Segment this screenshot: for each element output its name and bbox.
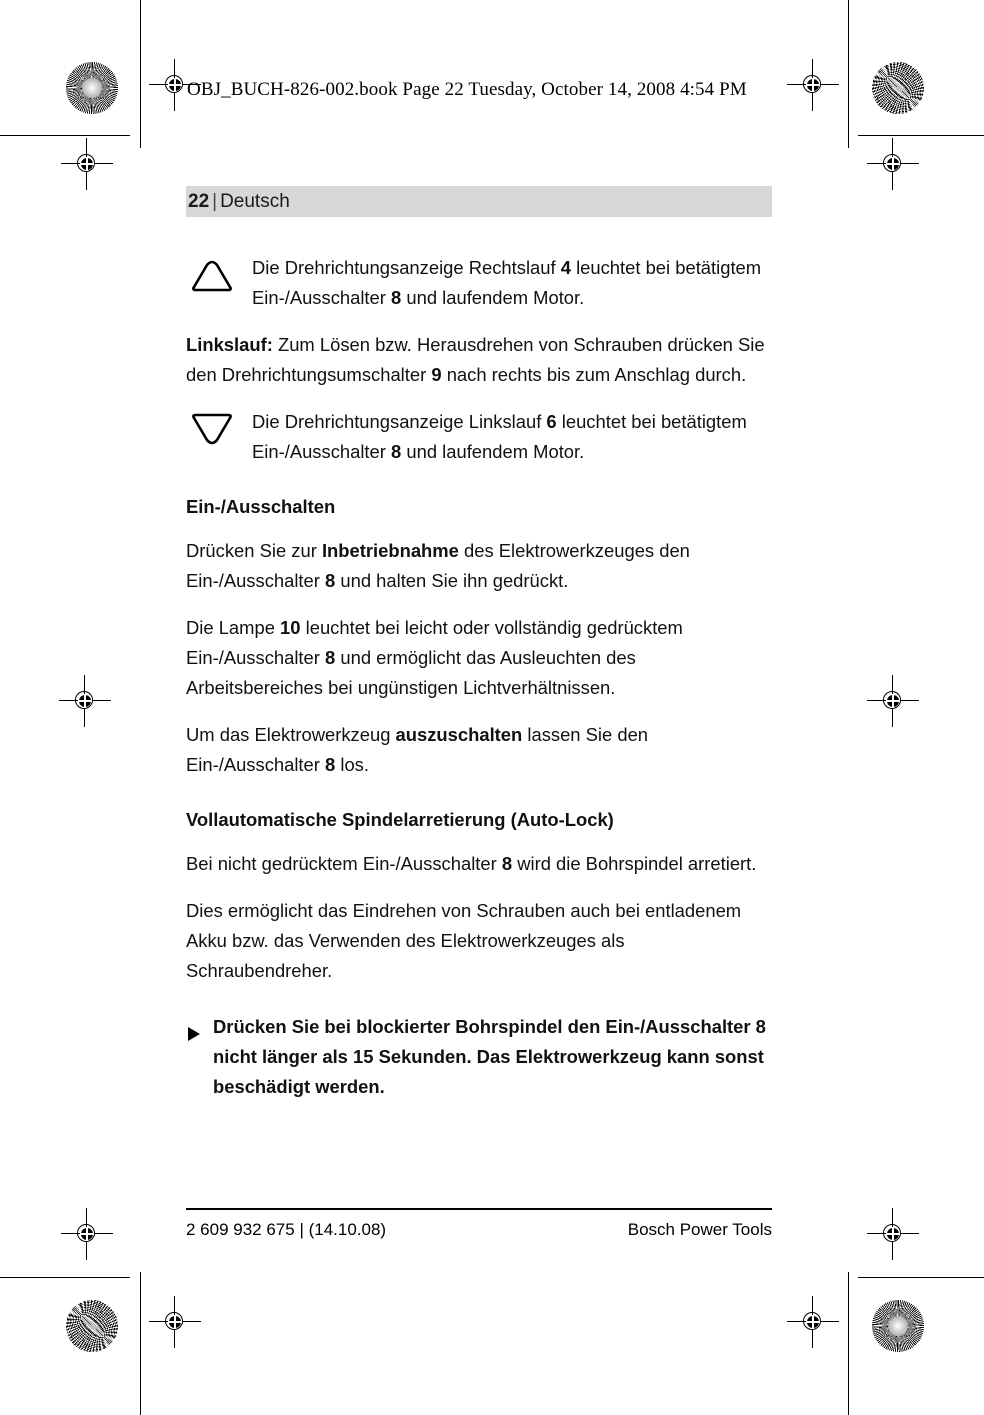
registration-target-top-right [796, 68, 830, 102]
triangle-up-outline-icon [186, 253, 252, 301]
indicator-row-right-rotation [186, 253, 772, 313]
heading-autolock: Vollautomatische Spindelarretierung (Auto-Lock) [186, 809, 614, 830]
paragraph-screwdriver: Dies ermöglicht das Eindrehen von Schrauben auch bei entladenem Akku bzw. das Verwenden des Elektrowerkzeuges als Schraubendreher. [186, 900, 742, 981]
page-content [186, 186, 772, 1102]
page-footer [186, 1208, 772, 1240]
triangle-right-solid-icon [186, 1012, 213, 1051]
paragraph-startup: Drücken Sie zur Inbetriebnahme des Elektrowerkzeuges den Ein-/Ausschalter 8 und halten Sie ihn gedrückt. [186, 540, 690, 591]
indicator-row-left-rotation [186, 407, 772, 467]
print-burst-circle-bottom-right [872, 1300, 924, 1352]
paragraph-lamp: Die Lampe 10 leuchtet bei leicht oder vollständig gedrücktem Ein-/Ausschalter 8 und ermöglicht das Ausleuchten des Arbeitsbereiches bei ungünstigen Lichtverhältnissen. [186, 617, 683, 698]
registration-target-bottom-left [158, 1305, 192, 1339]
registration-target-upper-right [876, 147, 910, 181]
print-moire-circle-bottom-left [66, 1300, 118, 1352]
registration-target-bottom-right [796, 1305, 830, 1339]
warning-block [186, 1012, 772, 1102]
page-header-band [186, 186, 772, 217]
paragraph-spindle: Bei nicht gedrücktem Ein-/Ausschalter 8 wird die Bohrspindel arretiert. [186, 853, 757, 874]
indicator-left-rotation-paragraph: Die Drehrichtungsanzeige Linkslauf 6 leuchtet bei betätigtem Ein-/Ausschalter 8 und laufendem Motor. [252, 411, 747, 462]
page-header-separator: | [212, 191, 218, 212]
indicator-right-rotation-paragraph: Die Drehrichtungsanzeige Rechtslauf 4 leuchtet bei betätigtem Ein-/Ausschalter 8 und laufendem Motor. [252, 257, 762, 308]
trim-line-right-vertical [848, 0, 849, 148]
warning-text: Drücken Sie bei blockierter Bohrspindel den Ein-/Ausschalter 8 nicht länger als 15 Sekunden. Das Elektrowerkzeug kann sonst beschädigt werden. [213, 1016, 766, 1097]
book-header-text: OBJ_BUCH-826-002.book Page 22 Tuesday, October 14, 2008 4:54 PM [187, 79, 747, 100]
registration-target-lower-right [876, 1217, 910, 1251]
trim-line-top-left-horizontal [0, 135, 130, 136]
registration-target-middle-left [68, 684, 102, 718]
print-moire-circle-top-right [872, 62, 924, 114]
footer-brand: Bosch Power Tools [627, 1220, 772, 1239]
registration-target-lower-left [70, 1217, 104, 1251]
trim-line-left-vertical [140, 0, 141, 148]
indicator-left-rotation-text [252, 407, 772, 467]
page-number: 22 [188, 191, 210, 212]
trim-line-bottom-right-horizontal [858, 1277, 984, 1278]
paragraph-linkslauf: Linkslauf: Zum Lösen bzw. Herausdrehen von Schrauben drücken Sie den Drehrichtungsumschalter 9 nach rechts bis zum Anschlag durch. [186, 334, 765, 385]
trim-line-right-vertical-bottom [848, 1272, 849, 1415]
heading-switching: Ein-/Ausschalten [186, 496, 336, 517]
triangle-down-outline-icon [186, 407, 252, 455]
page-language: Deutsch [220, 191, 290, 212]
registration-target-upper-left [70, 147, 104, 181]
body-column [186, 253, 772, 1102]
trim-line-bottom-left-horizontal [0, 1277, 130, 1278]
footer-order-number: 2 609 932 675 | (14.10.08) [186, 1220, 387, 1239]
book-header-line [187, 79, 747, 101]
trim-line-top-right-horizontal [858, 135, 984, 136]
registration-target-middle-right [876, 684, 910, 718]
trim-line-left-vertical-bottom [140, 1272, 141, 1415]
print-burst-circle-top-left [66, 62, 118, 114]
paragraph-switchoff: Um das Elektrowerkzeug auszuschalten lassen Sie den Ein-/Ausschalter 8 los. [186, 724, 649, 775]
indicator-right-rotation-text [252, 253, 772, 313]
footer-row [186, 1210, 772, 1240]
